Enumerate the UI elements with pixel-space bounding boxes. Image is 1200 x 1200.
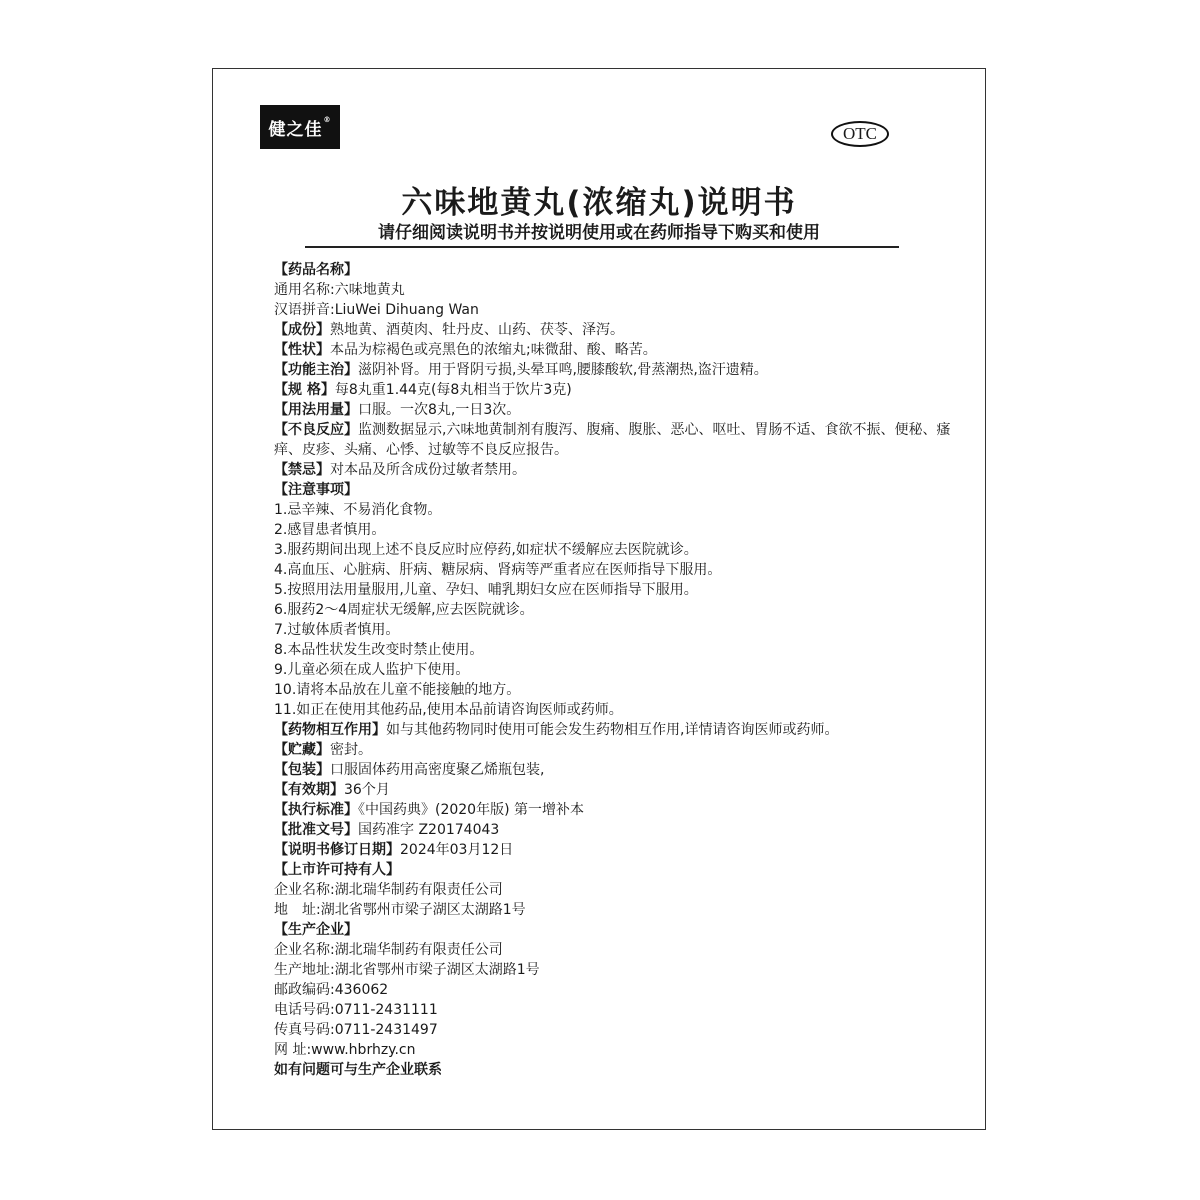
indications-text: 滋阴补肾。用于肾阴亏损,头晕耳鸣,腰膝酸软,骨蒸潮热,盗汗遗精。 [358,362,768,378]
section-storage [274,740,964,760]
document-title: 六味地黄丸(浓缩丸)说明书 [401,185,797,221]
section-holder-header: 【上市许可持有人】 [274,862,400,878]
section-appearance [274,340,964,360]
adverse-text: 监测数据显示,六味地黄制剂有腹泻、腹痛、腹胀、恶心、呕吐、胃肠不适、食欲不振、便秘、瘙痒、皮疹、头痛、心悸、过敏等不良反应报告。 [274,422,951,458]
document-subtitle: 请仔细阅读说明书并按说明使用或在药师指导下购买和使用 [378,223,820,243]
contra-label: 【禁忌】 [274,462,330,478]
ingredients-text: 熟地黄、酒萸肉、牡丹皮、山药、茯苓、泽泻。 [330,322,624,338]
package-label: 【包装】 [274,762,330,778]
fax-number: 传真号码:0711-2431497 [274,1022,438,1038]
holder-name: 企业名称:湖北瑞华制药有限责任公司 [274,882,503,898]
precaution-item: 9.儿童必须在成人监护下使用。 [274,662,470,678]
section-package [274,760,964,780]
revision-text: 2024年03月12日 [400,842,514,858]
section-spec [274,380,964,400]
interaction-label: 【药物相互作用】 [274,722,386,738]
leaflet-body [274,260,964,1080]
pinyin-name: 汉语拼音:LiuWei Dihuang Wan [274,302,479,318]
approval-label: 【批准文号】 [274,822,358,838]
spec-label: 【规 格】 [274,382,335,398]
approval-text: 国药准字 Z20174043 [358,822,500,838]
precaution-item: 8.本品性状发生改变时禁止使用。 [274,642,484,658]
package-text: 口服固体药用高密度聚乙烯瓶包装, [330,762,545,778]
storage-text: 密封。 [330,742,372,758]
adverse-label: 【不良反应】 [274,422,358,438]
contact-note: 如有问题可与生产企业联系 [274,1062,442,1078]
precaution-item: 10.请将本品放在儿童不能接触的地方。 [274,682,521,698]
brand-logo [260,105,340,149]
section-revision [274,840,964,860]
revision-label: 【说明书修订日期】 [274,842,400,858]
ingredients-label: 【成份】 [274,322,330,338]
postcode: 邮政编码:436062 [274,982,389,998]
validity-text: 36个月 [344,782,390,798]
precaution-item: 2.感冒患者慎用。 [274,522,386,538]
registered-mark: ® [323,114,332,124]
standard-text: 《中国药典》(2020年版) 第一增补本 [358,802,585,818]
appearance-label: 【性状】 [274,342,330,358]
holder-address: 地 址:湖北省鄂州市梁子湖区太湖路1号 [274,902,526,918]
generic-name: 通用名称:六味地黄丸 [274,282,405,298]
section-maker-header: 【生产企业】 [274,922,358,938]
section-precautions-header: 【注意事项】 [274,482,358,498]
precaution-item: 6.服药2～4周症状无缓解,应去医院就诊。 [274,602,534,618]
otc-badge: OTC [831,121,889,147]
precaution-item: 4.高血压、心脏病、肝病、糖尿病、肾病等严重者应在医师指导下服用。 [274,562,722,578]
section-approval [274,820,964,840]
dosage-text: 口服。一次8丸,一日3次。 [358,402,521,418]
spec-text: 每8丸重1.44克(每8丸相当于饮片3克) [334,382,572,398]
section-contraindications [274,460,964,480]
interaction-text: 如与其他药物同时使用可能会发生药物相互作用,详情请咨询医师或药师。 [386,722,839,738]
precaution-item: 3.服药期间出现上述不良反应时应停药,如症状不缓解应去医院就诊。 [274,542,698,558]
appearance-text: 本品为棕褐色或亮黑色的浓缩丸;味微甜、酸、略苦。 [330,342,657,358]
dosage-label: 【用法用量】 [274,402,358,418]
section-drug-name-header: 【药品名称】 [274,262,358,278]
section-adverse [274,420,964,460]
leaflet-sheet [212,68,986,1130]
section-indications [274,360,964,380]
section-dosage [274,400,964,420]
standard-label: 【执行标准】 [274,802,358,818]
brand-logo-text: 健之佳 [268,119,323,140]
validity-label: 【有效期】 [274,782,344,798]
maker-name: 企业名称:湖北瑞华制药有限责任公司 [274,942,503,958]
contra-text: 对本品及所含成份过敏者禁用。 [330,462,526,478]
precaution-item: 5.按照用法用量服用,儿童、孕妇、哺乳期妇女应在医师指导下服用。 [274,582,698,598]
precaution-item: 1.忌辛辣、不易消化食物。 [274,502,442,518]
precaution-item: 7.过敏体质者慎用。 [274,622,400,638]
section-ingredients [274,320,964,340]
title-divider [305,246,899,248]
section-validity [274,780,964,800]
precaution-item: 11.如正在使用其他药品,使用本品前请咨询医师或药师。 [274,702,623,718]
maker-address: 生产地址:湖北省鄂州市梁子湖区太湖路1号 [274,962,540,978]
phone-number: 电话号码:0711-2431111 [274,1002,438,1018]
website: 网 址:www.hbrhzy.cn [274,1042,416,1058]
section-interaction [274,720,964,740]
indications-label: 【功能主治】 [274,362,358,378]
storage-label: 【贮藏】 [274,742,330,758]
section-standard [274,800,964,820]
